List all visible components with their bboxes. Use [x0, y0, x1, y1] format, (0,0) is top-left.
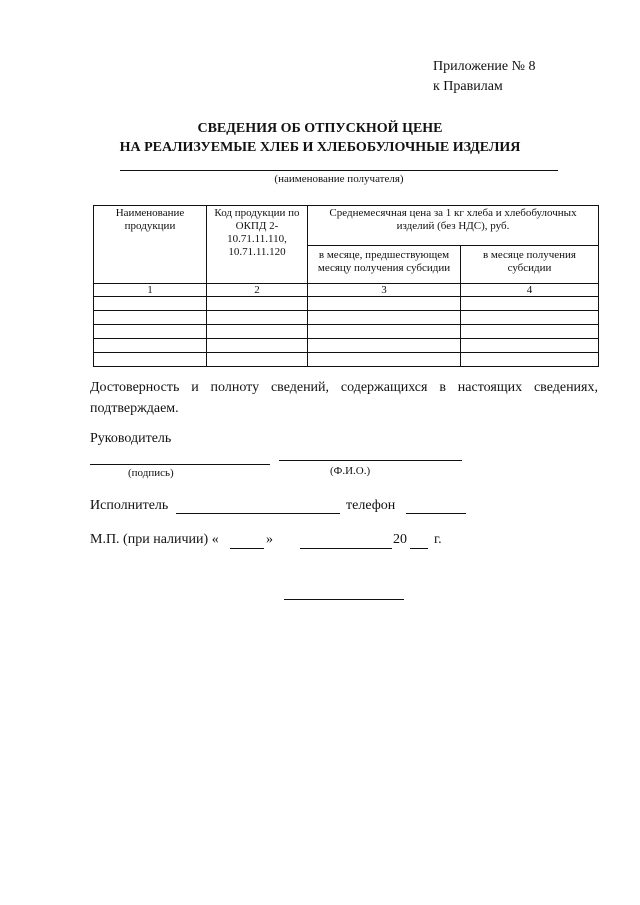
table-cell[interactable] — [308, 325, 461, 339]
table-cell[interactable] — [461, 325, 599, 339]
recipient-caption: (наименование получателя) — [274, 173, 404, 185]
head-signature-line[interactable] — [90, 464, 270, 465]
year-prefix: 20 — [393, 532, 407, 547]
table-cell[interactable] — [308, 311, 461, 325]
table-cell[interactable] — [308, 297, 461, 311]
header-average-price: Среднемесячная цена за 1 кг хлеба и хлебобулочных изделий (без НДС), руб. — [308, 206, 599, 246]
header-current-month: в месяце получения субсидии — [461, 246, 599, 284]
year-suffix: г. — [434, 532, 442, 547]
table-cell[interactable] — [207, 353, 308, 367]
column-number-1: 1 — [94, 284, 207, 297]
appendix-number: Приложение № 8 — [433, 59, 536, 74]
table-cell[interactable] — [308, 339, 461, 353]
table-row — [94, 325, 599, 339]
executor-label: Исполнитель — [90, 498, 169, 513]
table-row — [94, 297, 599, 311]
table-cell[interactable] — [94, 325, 207, 339]
phone-label: телефон — [346, 498, 396, 513]
table-cell[interactable] — [461, 353, 599, 367]
appendix-reference: к Правилам — [433, 79, 503, 94]
bottom-divider — [284, 599, 404, 600]
table-number-row — [94, 284, 599, 297]
header-product-name: Наименование продукции — [94, 206, 207, 284]
head-name-line[interactable] — [279, 460, 462, 461]
table-cell[interactable] — [94, 339, 207, 353]
recipient-name-field-line — [120, 170, 558, 171]
day-line[interactable] — [230, 548, 264, 549]
signature-caption: (подпись) — [128, 467, 174, 479]
table-cell[interactable] — [207, 311, 308, 325]
phone-line[interactable] — [406, 513, 466, 514]
table-row — [94, 339, 599, 353]
table-cell[interactable] — [461, 339, 599, 353]
month-line[interactable] — [300, 548, 392, 549]
confirmation-text: Достоверность и полноту сведений, содержащихся в настоящих сведениях, подтверждаем. — [90, 380, 598, 416]
column-number-2: 2 — [207, 284, 308, 297]
table-cell[interactable] — [461, 311, 599, 325]
executor-name-line[interactable] — [176, 513, 340, 514]
table-cell[interactable] — [207, 325, 308, 339]
table-cell[interactable] — [94, 311, 207, 325]
page-title-line-1: СВЕДЕНИЯ ОБ ОТПУСКНОЙ ЦЕНЕ — [197, 121, 443, 136]
table-row — [94, 311, 599, 325]
page-title-line-2: НА РЕАЛИЗУЕМЫЕ ХЛЕБ И ХЛЕБОБУЛОЧНЫЕ ИЗДЕЛИЯ — [119, 140, 521, 155]
table-cell[interactable] — [308, 353, 461, 367]
table-cell[interactable] — [94, 297, 207, 311]
table-cell[interactable] — [94, 353, 207, 367]
column-number-3: 3 — [308, 284, 461, 297]
table-cell[interactable] — [207, 297, 308, 311]
year-line[interactable] — [410, 548, 428, 549]
stamp-label: М.П. (при наличии) « — [90, 532, 219, 547]
price-table — [93, 205, 599, 367]
column-number-4: 4 — [461, 284, 599, 297]
table-cell[interactable] — [461, 297, 599, 311]
quote-close: » — [266, 532, 273, 547]
header-previous-month: в месяце, предшествующем месяцу получения субсидии — [308, 246, 461, 284]
table-row — [94, 353, 599, 367]
head-label: Руководитель — [90, 431, 172, 446]
appendix-note — [433, 57, 536, 97]
name-caption: (Ф.И.О.) — [330, 465, 371, 477]
table-header-row — [94, 206, 599, 246]
header-product-code: Код продукции по ОКПД 2-10.71.11.110, 10.71.11.120 — [207, 206, 308, 284]
table-cell[interactable] — [207, 339, 308, 353]
